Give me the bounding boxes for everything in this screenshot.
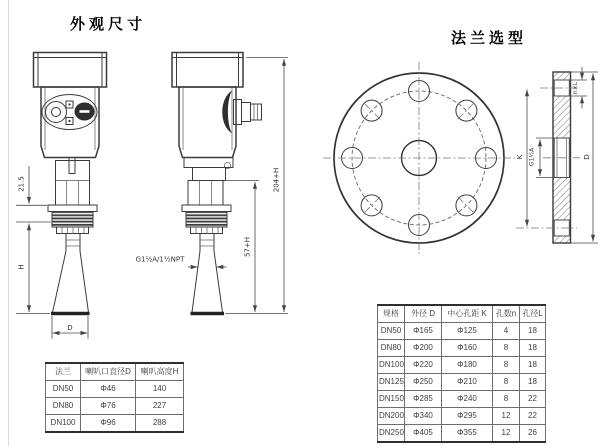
dim-flange-thread: G1½A xyxy=(528,147,536,167)
table-cell: 8 xyxy=(493,391,520,408)
table-cell: Φ76 xyxy=(81,398,136,415)
table-cell: Φ340 xyxy=(405,408,442,425)
table-cell: Φ125 xyxy=(442,323,493,340)
dim-neck-offset: 21.5 xyxy=(17,176,26,192)
table-row xyxy=(46,415,184,433)
table-cell: 227 xyxy=(136,398,184,415)
table-row xyxy=(378,391,546,408)
table-cell: 22 xyxy=(520,408,546,425)
dim-flange-od: D xyxy=(583,154,591,160)
table-row xyxy=(46,381,184,398)
table-cell: 12 xyxy=(493,408,520,425)
horn-cone xyxy=(53,251,67,313)
table-row xyxy=(378,374,546,391)
table-row xyxy=(378,323,546,340)
table-cell: DN100 xyxy=(46,415,81,433)
table-cell: DN250 xyxy=(378,425,405,443)
table-cell: Φ355 xyxy=(442,425,493,443)
cable-gland xyxy=(234,100,242,125)
column-header: 孔径L xyxy=(520,305,546,323)
table-cell: 4 xyxy=(493,323,520,340)
neck xyxy=(56,161,90,206)
column-header: 规格 xyxy=(378,305,405,323)
table-cell: DN125 xyxy=(378,374,405,391)
dim-partial-height: 57+H xyxy=(243,236,252,258)
table-cell: DN80 xyxy=(378,340,405,357)
column-header: 法兰 xyxy=(46,363,81,381)
housing-body xyxy=(41,87,99,158)
flange-section-view xyxy=(516,67,598,243)
dim-thread-spec: G1½A/1½NPT xyxy=(135,255,185,264)
dim-hole-count-size: n×L xyxy=(572,81,579,95)
dim-horn-diameter: D xyxy=(67,324,73,332)
horn-cone-side xyxy=(192,251,200,313)
dim-total-height: 204+H xyxy=(272,167,281,193)
table-cell: 18 xyxy=(520,357,546,374)
table-cell: Φ220 xyxy=(405,357,442,374)
table-cell: DN150 xyxy=(378,391,405,408)
table-cell: 18 xyxy=(520,374,546,391)
table-cell: 12 xyxy=(493,425,520,443)
cover-flap xyxy=(222,91,232,134)
table-row xyxy=(378,340,546,357)
table-cell: 18 xyxy=(520,323,546,340)
column-header: 外径 D xyxy=(405,305,442,323)
table-cell: DN200 xyxy=(378,408,405,425)
table-cell: Φ250 xyxy=(405,374,442,391)
neck-side xyxy=(188,181,223,206)
thread-section xyxy=(52,212,93,228)
table-row xyxy=(378,408,546,425)
flange-dimensions-table xyxy=(377,304,546,443)
table-cell: 140 xyxy=(136,381,184,398)
column-header: 喇叭口直径D xyxy=(81,363,136,381)
table-row xyxy=(378,357,546,374)
table-cell: Φ46 xyxy=(81,381,136,398)
table-header-row xyxy=(46,363,184,381)
table-cell: 8 xyxy=(493,374,520,391)
table-cell: Φ160 xyxy=(442,340,493,357)
flange-front-view xyxy=(323,62,515,254)
horn-dimensions-table xyxy=(45,362,184,433)
table-row xyxy=(46,398,184,415)
table-cell: Φ200 xyxy=(405,340,442,357)
table-cell: 22 xyxy=(520,391,546,408)
section-title-dimensions: 外观尺寸 xyxy=(70,15,147,33)
column-header: 喇叭高度H xyxy=(136,363,184,381)
table-cell: Φ165 xyxy=(405,323,442,340)
table-cell: Φ240 xyxy=(442,391,493,408)
device-side-view xyxy=(172,53,262,314)
thread-section-side xyxy=(186,212,227,228)
mount-plate xyxy=(48,205,97,212)
table-cell: 8 xyxy=(493,340,520,357)
column-header: 孔数n xyxy=(493,305,520,323)
table-cell: DN50 xyxy=(46,381,81,398)
table-cell: DN50 xyxy=(378,323,405,340)
device-front-view xyxy=(34,53,107,314)
table-cell: Φ210 xyxy=(442,374,493,391)
table-row xyxy=(378,425,546,443)
table-cell: DN100 xyxy=(378,357,405,374)
table-cell: DN80 xyxy=(46,398,81,415)
table-cell: 288 xyxy=(136,415,184,433)
dim-horn-height: H xyxy=(17,264,26,270)
table-cell: Φ285 xyxy=(405,391,442,408)
table-cell: Φ295 xyxy=(442,408,493,425)
table-cell: 8 xyxy=(493,357,520,374)
table-cell: Φ405 xyxy=(405,425,442,443)
column-header: 中心孔距 K xyxy=(442,305,493,323)
table-header-row xyxy=(378,305,546,323)
table-cell: Φ96 xyxy=(81,415,136,433)
table-cell: Φ180 xyxy=(442,357,493,374)
dial-icon xyxy=(46,102,67,123)
table-cell: 26 xyxy=(520,425,546,443)
section-title-flange: 法兰选型 xyxy=(451,29,528,47)
mount-plate-side xyxy=(182,205,231,212)
dim-bolt-circle-k: K xyxy=(516,154,524,160)
table-cell: 18 xyxy=(520,340,546,357)
